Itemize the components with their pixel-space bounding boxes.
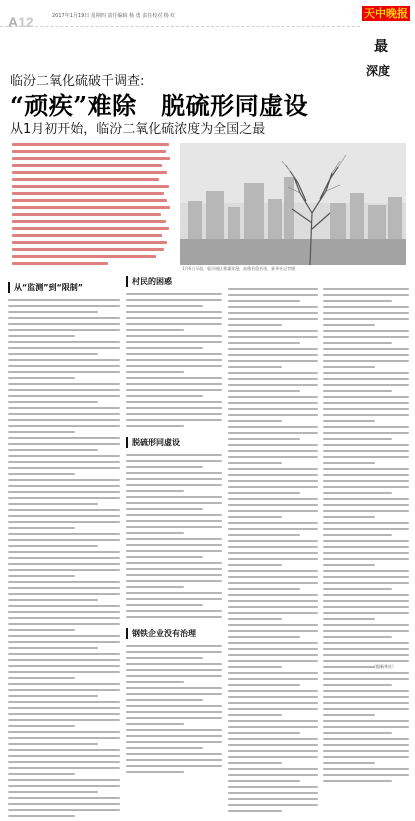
column-2: [126, 276, 222, 777]
column-tag-top: 最: [374, 39, 388, 55]
city-skyline-image: [180, 143, 406, 265]
newspaper-logo: 天中晚报: [364, 7, 408, 20]
header-divider: [0, 26, 360, 27]
section-heading: 村民的困惑: [126, 276, 222, 287]
smog-photo: [180, 143, 406, 265]
column-brand: [360, 4, 410, 92]
section-heading: 钢铁企业没有治理: [126, 628, 222, 639]
section-heading: 脱硫形同虚设: [126, 437, 222, 448]
page-number: A12: [8, 14, 34, 30]
headline-deck: 从1月初开始，临汾二氧化硫浓度为全国之最: [10, 122, 266, 137]
photo-caption: 1月6日早晨，临汾城区雾霾弥漫，高楼若隐若现。新华社记者摄: [182, 266, 296, 271]
main-headline: “顽疾”难除 脱硫形同虚设: [10, 91, 309, 120]
section-heading: 从“监测”到“限制”: [8, 282, 120, 293]
date-line: 2017年1月19日 星期四 责任编辑 杨 勇 责任校对 杨 红: [52, 13, 176, 19]
column-3: [228, 276, 318, 816]
column-tag-bottom: 深度: [366, 64, 391, 78]
page-header: [0, 0, 415, 52]
column-1: [8, 282, 120, 821]
byline: （据新华社）: [372, 664, 396, 669]
column-4: [323, 276, 409, 786]
sub-headline: 临汾二氧化硫破千调查:: [10, 74, 145, 89]
lead-paragraph: [12, 143, 172, 275]
